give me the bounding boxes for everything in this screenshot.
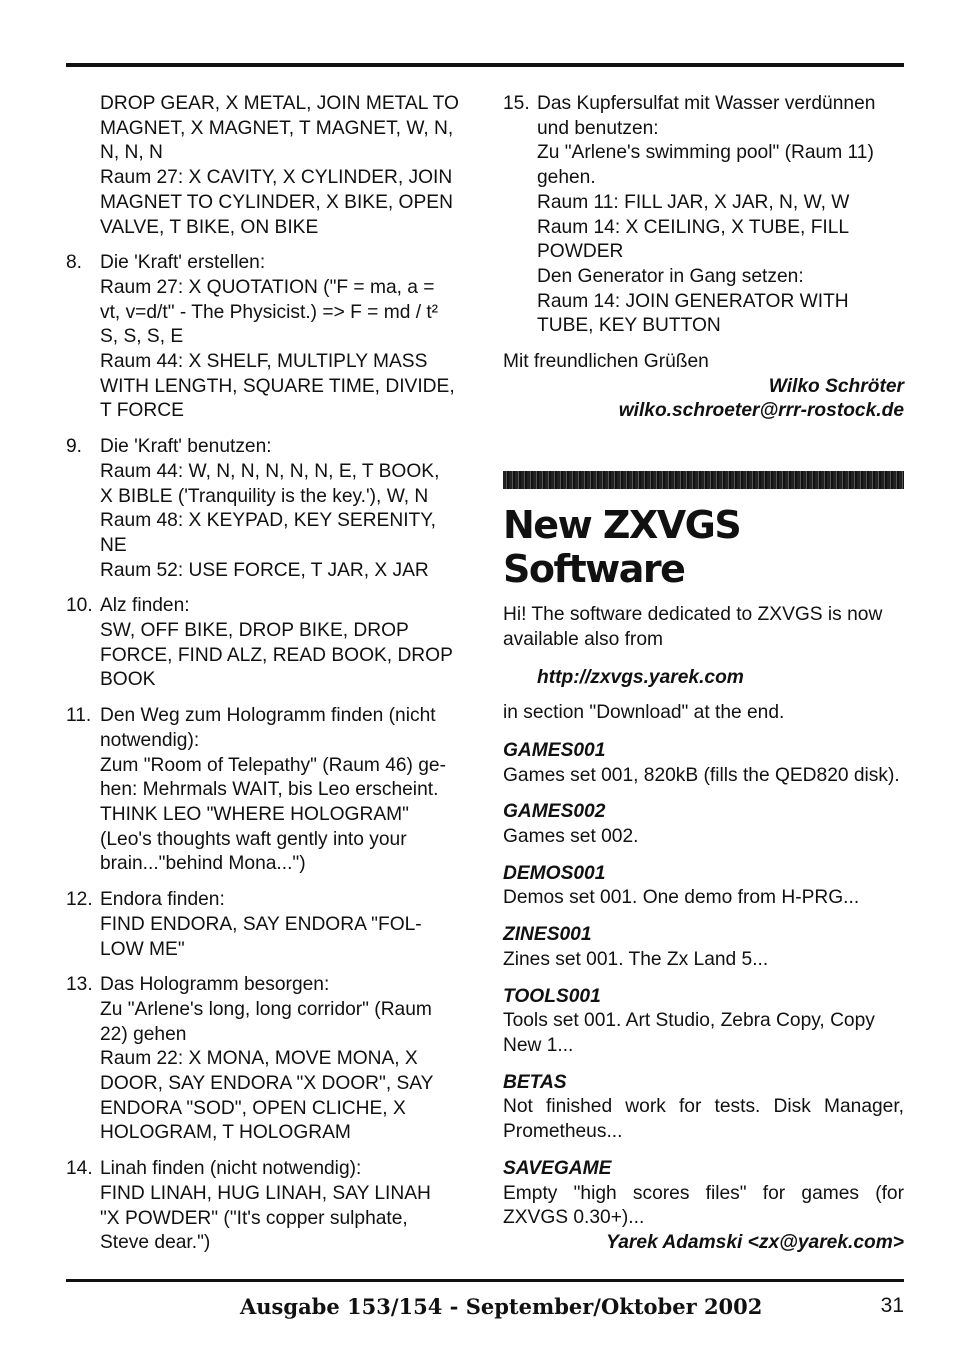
walkthrough-step-9 bbox=[66, 435, 472, 583]
step-number: 14. bbox=[66, 1158, 93, 1180]
article-signature: Yarek Adamski <zx@yarek.com> bbox=[606, 1231, 904, 1253]
text-line: brain..."behind Mona...") bbox=[100, 853, 306, 875]
text-line: LOW ME" bbox=[100, 938, 185, 960]
text-line: FIND LINAH, HUG LINAH, SAY LINAH bbox=[100, 1182, 431, 1204]
walkthrough-step-11 bbox=[66, 704, 472, 877]
text-line: Die 'Kraft' erstellen: bbox=[100, 252, 266, 274]
text-line: Raum 11: FILL JAR, X JAR, N, W, W bbox=[537, 191, 850, 213]
text-line: SW, OFF BIKE, DROP BIKE, DROP bbox=[100, 620, 409, 642]
text-line: "X POWDER" ("It's copper sulphate, bbox=[100, 1207, 408, 1229]
step-number: 11. bbox=[66, 705, 92, 727]
text-line: N, N, N bbox=[100, 142, 163, 164]
step-number: 13. bbox=[66, 974, 93, 996]
text-line: FIND ENDORA, SAY ENDORA "FOL- bbox=[100, 913, 422, 935]
text-line: BOOK bbox=[100, 669, 156, 691]
text-line: TUBE, KEY BUTTON bbox=[537, 315, 721, 337]
issue-footer: Ausgabe 153/154 - September/Oktober 2002 bbox=[240, 1294, 763, 1319]
text-line: gehen. bbox=[537, 167, 596, 189]
text-line: Alz finden: bbox=[100, 595, 190, 617]
text-line: (Leo's thoughts waft gently into your bbox=[100, 828, 407, 850]
text-line: DOOR, SAY ENDORA "X DOOR", SAY bbox=[100, 1073, 434, 1095]
software-section bbox=[503, 800, 904, 849]
section-title: SAVEGAME bbox=[503, 1157, 612, 1179]
article-location-note: in section "Download" at the end. bbox=[503, 702, 785, 724]
step-number: 8. bbox=[66, 252, 83, 274]
text-line: Raum 27: X QUOTATION ("F = ma, a = bbox=[100, 276, 435, 298]
text-line: X BIBLE ('Tranquility is the key.'), W, N bbox=[100, 485, 429, 507]
text-line: 22) gehen bbox=[100, 1023, 187, 1045]
continued-walkthrough bbox=[66, 92, 472, 240]
text-line: Zu "Arlene's swimming pool" (Raum 11) bbox=[537, 142, 874, 164]
walkthrough-step-15 bbox=[503, 92, 904, 339]
text-line: Raum 14: JOIN GENERATOR WITH bbox=[537, 290, 849, 312]
section-title: ZINES001 bbox=[503, 924, 592, 946]
section-title: DEMOS001 bbox=[503, 862, 606, 884]
text-line: Raum 14: X CEILING, X TUBE, FILL bbox=[537, 216, 850, 238]
text-line: MAGNET, X MAGNET, T MAGNET, W, N, bbox=[100, 117, 454, 139]
article-intro: Hi! The software dedicated to ZXVGS is now available also from bbox=[503, 604, 883, 650]
section-description: Zines set 001. The Zx Land 5... bbox=[503, 948, 769, 970]
text-line: Die 'Kraft' benutzen: bbox=[100, 436, 272, 458]
software-section bbox=[503, 923, 904, 972]
software-section bbox=[503, 739, 904, 788]
step-number: 9. bbox=[66, 436, 83, 458]
text-line: FORCE, FIND ALZ, READ BOOK, DROP bbox=[100, 644, 453, 666]
software-section bbox=[503, 985, 904, 1059]
text-line: T FORCE bbox=[100, 400, 184, 422]
text-line: notwendig): bbox=[100, 729, 200, 751]
text-line: Zum "Room of Telepathy" (Raum 46) ge- bbox=[100, 754, 446, 776]
section-title: GAMES002 bbox=[503, 801, 606, 823]
greeting: Mit freundlichen Grüßen bbox=[503, 351, 709, 373]
section-description: Tools set 001. Art Studio, Zebra Copy, Copy New 1... bbox=[503, 1010, 875, 1056]
section-title: GAMES001 bbox=[503, 739, 606, 761]
bottom-rule bbox=[66, 1279, 904, 1282]
text-line: Den Weg zum Hologramm finden (nicht bbox=[100, 705, 436, 727]
top-rule bbox=[66, 63, 904, 67]
text-line: Das Hologramm besorgen: bbox=[100, 974, 330, 996]
text-line: Endora finden: bbox=[100, 889, 225, 911]
software-section bbox=[503, 862, 904, 911]
author-name: Wilko Schröter bbox=[768, 375, 904, 397]
text-line: VALVE, T BIKE, ON BIKE bbox=[100, 216, 319, 238]
text-line: Raum 22: X MONA, MOVE MONA, X bbox=[100, 1048, 418, 1070]
text-line: Den Generator in Gang setzen: bbox=[537, 265, 804, 287]
walkthrough-step-13 bbox=[66, 973, 472, 1146]
text-line: Raum 44: X SHELF, MULTIPLY MASS bbox=[100, 351, 428, 373]
text-line: hen: Mehrmals WAIT, bis Leo erscheint. bbox=[100, 779, 439, 801]
article-title: New ZXVGS Software bbox=[503, 503, 741, 592]
walkthrough-step-8 bbox=[66, 251, 472, 424]
text-line: S, S, S, E bbox=[100, 326, 184, 348]
step-number: 12. bbox=[66, 889, 93, 911]
text-line: Raum 44: W, N, N, N, N, N, E, T BOOK, bbox=[100, 460, 440, 482]
author-email[interactable]: wilko.schroeter@rrr-rostock.de bbox=[618, 400, 904, 422]
section-description: Games set 002. bbox=[503, 826, 639, 848]
walkthrough-step-10 bbox=[66, 594, 472, 693]
text-line: Steve dear.") bbox=[100, 1232, 211, 1254]
section-title: TOOLS001 bbox=[503, 985, 601, 1007]
text-line: POWDER bbox=[537, 241, 624, 263]
section-title: BETAS bbox=[503, 1071, 567, 1093]
step-number: 10. bbox=[66, 595, 93, 617]
text-line: HOLOGRAM, T HOLOGRAM bbox=[100, 1122, 351, 1144]
text-line: Linah finden (nicht notwendig): bbox=[100, 1158, 362, 1180]
walkthrough-step-12 bbox=[66, 888, 472, 962]
step-number: 15. bbox=[503, 93, 530, 114]
text-line: WITH LENGTH, SQUARE TIME, DIVIDE, bbox=[100, 375, 455, 397]
section-description: Not finished work for tests. Disk Manager, Prometheus... bbox=[503, 1096, 904, 1143]
text-line: Raum 52: USE FORCE, T JAR, X JAR bbox=[100, 559, 429, 581]
text-line: MAGNET TO CYLINDER, X BIKE, OPEN bbox=[100, 191, 453, 213]
section-description: Games set 001, 820kB (fills the QED820 disk). bbox=[503, 764, 900, 786]
text-line: NE bbox=[100, 534, 127, 556]
text-line: Das Kupfersulfat mit Wasser verdünnen bbox=[537, 93, 876, 114]
text-line: und benutzen: bbox=[537, 117, 659, 139]
section-description: Empty "high scores files" for games (for ZXVGS 0.30+)... bbox=[503, 1182, 904, 1229]
text-line: Zu "Arlene's long, long corridor" (Raum bbox=[100, 998, 432, 1020]
text-line: vt, v=d/t" - The Physicist.) => F = md / t² bbox=[100, 301, 439, 323]
text-line: ENDORA "SOD", OPEN CLICHE, X bbox=[100, 1097, 406, 1119]
walkthrough-step-14 bbox=[66, 1157, 472, 1256]
text-line: THINK LEO "WHERE HOLOGRAM" bbox=[100, 803, 409, 825]
text-line: DROP GEAR, X METAL, JOIN METAL TO bbox=[100, 93, 459, 114]
text-line: Raum 27: X CAVITY, X CYLINDER, JOIN bbox=[100, 167, 453, 189]
right-column bbox=[503, 92, 904, 1256]
left-column bbox=[66, 92, 472, 1267]
section-description: Demos set 001. One demo from H-PRG... bbox=[503, 887, 860, 909]
text-line: Raum 48: X KEYPAD, KEY SERENITY, bbox=[100, 510, 436, 532]
page-number: 31 bbox=[880, 1294, 904, 1317]
software-section bbox=[503, 1157, 904, 1231]
software-section bbox=[503, 1071, 904, 1145]
download-link[interactable]: http://zxvgs.yarek.com bbox=[537, 666, 744, 688]
section-banner bbox=[503, 471, 904, 489]
